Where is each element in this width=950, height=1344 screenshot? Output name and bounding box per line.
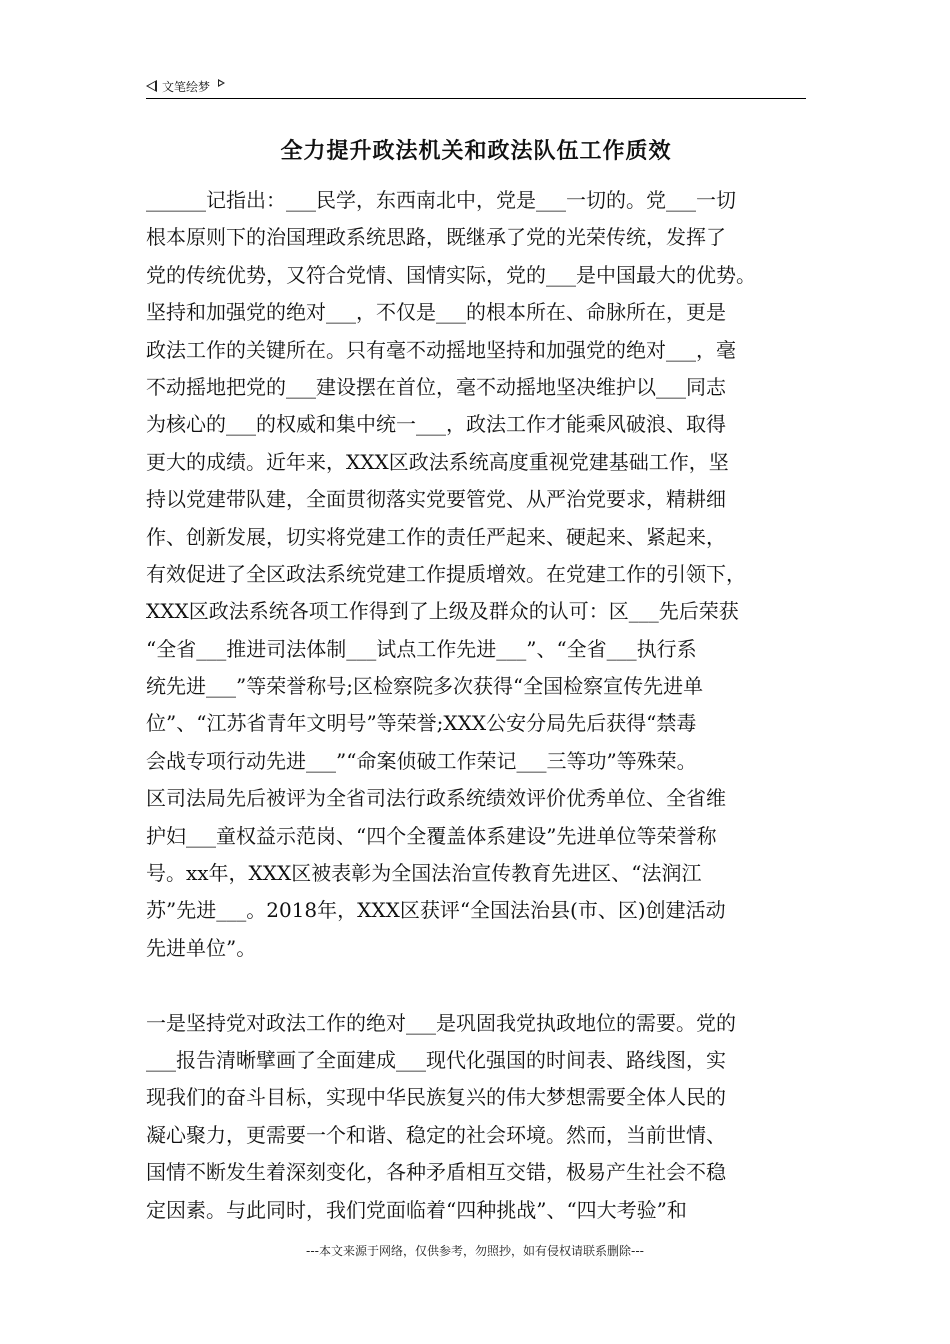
text-line: “全省___推进司法体制___试点工作先进___”、“全省___执行系 [146, 636, 697, 661]
page-footer-disclaimer: ---本文来源于网络，仅供参考，勿照抄，如有侵权请联系删除--- [306, 1244, 644, 1258]
triangle-left-icon [146, 80, 157, 92]
text-line: 号。xx年，XXX区被表彰为全国法治宣传教育先进区、“法润江 [146, 861, 702, 886]
text-line: 为核心的___的权威和集中统一___，政法工作才能乘风破浪、取得 [146, 412, 726, 437]
text-line: 坚持和加强党的绝对___，不仅是___的根本所在、命脉所在，更是 [146, 300, 726, 325]
paragraph-gap [146, 967, 836, 1004]
text-line: 会战专项行动先进___”“命案侦破工作荣记___三等功”等殊荣。 [146, 748, 697, 773]
brand-label: 文笔绘梦 [162, 79, 211, 94]
document-title: 全力提升政法机关和政法队伍工作质效 [280, 139, 672, 164]
text-line: 政法工作的关键所在。只有毫不动摇地坚持和加强党的绝对___，毫 [146, 337, 736, 362]
text-line: 苏”先进___。2018年，XXX区获评“全国法治县(市、区)创建活动 [146, 898, 726, 923]
text-line: 根本原则下的治国理政系统思路，既继承了党的光荣传统，发挥了 [146, 225, 726, 250]
text-line: XXX区政法系统各项工作得到了上级及群众的认可：区___先后荣获 [146, 599, 739, 624]
text-line: 定因素。与此同时，我们党面临着“四种挑战”、“四大考验”和 [146, 1197, 687, 1222]
text-line: 更大的成绩。近年来，XXX区政法系统高度重视党建基础工作，坚 [146, 449, 729, 474]
text-line: 先进单位”。 [146, 935, 257, 960]
text-line: 位”、“江苏省青年文明号”等荣誉;XXX公安分局先后获得“禁毒 [146, 711, 697, 736]
text-line: 持以党建带队建，全面贯彻落实党要管党、从严治党要求，精耕细 [146, 487, 726, 512]
text-line: ___报告清晰擘画了全面建成___现代化强国的时间表、路线图，实 [146, 1047, 726, 1072]
text-line: 凝心聚力，更需要一个和谐、稳定的社会环境。然而，当前世情、 [146, 1122, 726, 1147]
text-line: 有效促进了全区政法系统党建工作提质增效。在党建工作的引领下， [146, 561, 746, 586]
document-body [146, 182, 836, 1229]
text-line: 护妇___童权益示范岗、“四个全覆盖体系建设”先进单位等荣誉称 [146, 823, 717, 848]
text-line: 统先进___”等荣誉称号;区检察院多次获得“全国检察宣传先进单 [146, 674, 704, 699]
triangle-right-icon [218, 79, 225, 87]
text-line: 不动摇地把党的___建设摆在首位，毫不动摇地坚决维护以___同志 [146, 374, 726, 399]
text-line: 区司法局先后被评为全省司法行政系统绩效评价优秀单位、全省维 [146, 786, 726, 811]
paragraph-2 [146, 1005, 836, 1229]
brand [146, 76, 225, 96]
text-line: 作、创新发展，切实将党建工作的责任严起来、硬起来、紧起来， [146, 524, 726, 549]
page-header [146, 76, 806, 99]
text-line: 现我们的奋斗目标，实现中华民族复兴的伟大梦想需要全体人民的 [146, 1085, 726, 1110]
text-line: 一是坚持党对政法工作的绝对___是巩固我党执政地位的需要。党的 [146, 1010, 736, 1035]
text-line: 党的传统优势，又符合党情、国情实际，党的___是中国最大的优势。 [146, 262, 756, 287]
paragraph-1 [146, 182, 836, 967]
text-line: ______记指出：___民学，东西南北中，党是___一切的。党___一切 [146, 188, 736, 212]
text-line: 国情不断发生着深刻变化，各种矛盾相互交错，极易产生社会不稳 [146, 1160, 726, 1185]
